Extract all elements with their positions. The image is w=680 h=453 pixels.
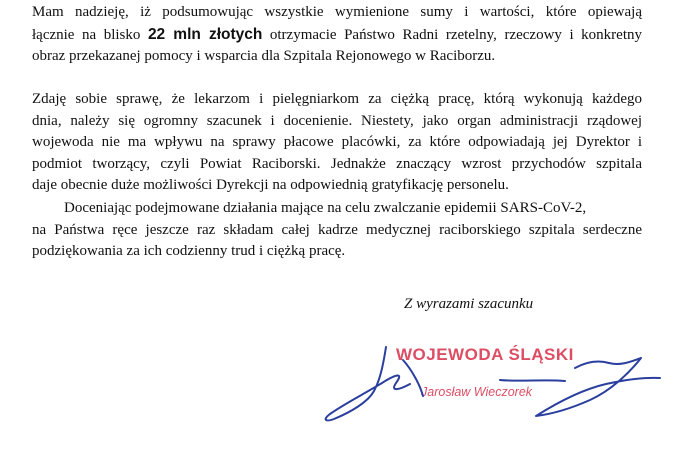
text-line: wojewoda nie ma wpływu na sprawy płacowe placówki, za które odpowiadają jej Dyrektor i <box>32 134 642 150</box>
text-line: Mam nadzieję, iż podsumowując wszystkie wymienione sumy i wartości, które opiewają <box>32 4 642 20</box>
text-line: obraz przekazanej pomocy i wsparcia dla Szpitala Rejonowego w Raciborzu. <box>32 48 496 64</box>
closing-phrase: Z wyrazami szacunku <box>404 296 534 312</box>
text-line: podmiot tworzący, czyli Powiat Raciborski. Jednakże znaczący wzrost przychodów szpitala <box>32 155 642 172</box>
stamp-title: WOJEWODA ŚLĄSKI <box>396 345 574 364</box>
text-line: podziękowania za ich codzienny trud i ciężką pracę. <box>32 243 346 259</box>
text-line: na Państwa ręce jeszcze raz składam całej kadrze medycznej raciborskiego szpitala serdeczne <box>32 221 642 238</box>
text-line: Zdaję sobie sprawę, że lekarzom i pielęgniarkom za ciężką pracę, którą wykonują każdego <box>32 91 642 107</box>
text-line: daje obecnie duże możliwości Dyrekcji na odpowiednią gratyfikację personelu. <box>32 177 509 193</box>
text-span: łącznie na blisko <box>32 26 148 43</box>
amount-highlight: 22 mln złotych <box>147 25 263 43</box>
stamp-name: Jarosław Wieczorek <box>421 385 533 399</box>
text-line: Doceniając podejmowane działania mające na celu zwalczanie epidemii SARS-CoV-2, <box>64 200 587 216</box>
text-span: otrzymacie Państwo Radni rzetelny, rzeczowy i konkretny <box>262 26 642 43</box>
text-line: dnia, należy się ogromny szacunek i docenienie. Niestety, jako organ administracji rządowej <box>32 112 642 129</box>
